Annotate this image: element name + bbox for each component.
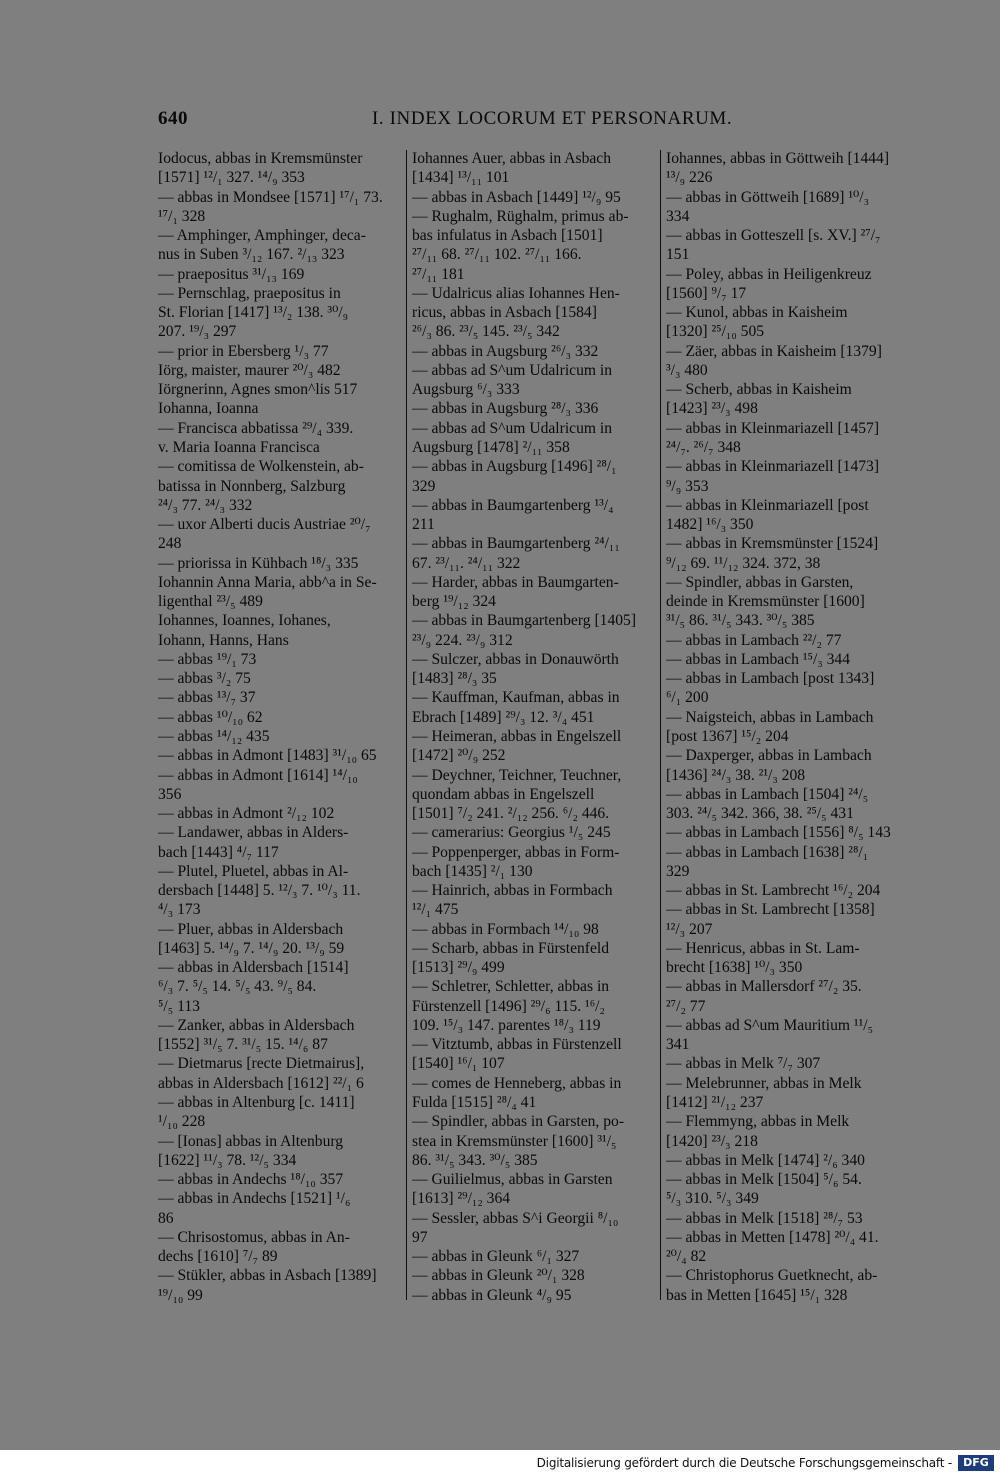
index-line: ⁶/₃ 7. ⁵/₅ 14. ⁵/₅ 43. ⁹/₅ 84. [158,978,317,996]
index-line: [1501] ⁷/₂ 241. ²/₁₂ 256. ⁶/₂ 446. [412,805,610,823]
index-line: ³¹/₅ 86. ³¹/₅ 343. ³⁰/₅ 385 [666,612,815,630]
index-line: abbas in Aldersbach [1612] ²²/₁ 6 [158,1074,364,1092]
index-line: — Henricus, abbas in St. Lam- [666,939,860,957]
index-line: brecht [1638] ¹⁰/₃ 350 [666,959,803,977]
index-line: — abbas in Augsburg [1496] ²⁸/₁ [412,458,617,476]
index-line: ⁹/₉ 353 [666,477,709,495]
index-line: [1320] ²⁵/₁₀ 505 [666,323,765,341]
dfg-logo: DFG [958,1455,994,1471]
index-line: ²⁷/₁₁ 181 [412,265,465,283]
index-line: Fürstenzell [1496] ²⁹/₆ 115. ¹⁶/₂ [412,997,605,1015]
index-line: — Poley, abbas in Heiligenkreuz [666,265,872,283]
index-line: — abbas ¹⁹/₁ 73 [158,650,257,668]
index-column-3 [666,149,912,1305]
index-line: — abbas in Baumgartenberg [1405] [412,612,637,630]
index-line: ²⁷/₁₁ 68. ²⁷/₁₁ 102. ²⁷/₁₁ 166. [412,246,582,264]
index-line: — prior in Ebersberg ¹/₃ 77 [158,342,329,360]
index-line: — praepositus ³¹/₁₃ 169 [158,265,305,283]
index-line: — abbas in Altenburg [c. 1411] [158,1094,355,1112]
index-line: — Kunol, abbas in Kaisheim [666,304,848,322]
index-line: — Amphinger, Amphinger, deca- [158,227,366,245]
index-line: ²⁶/₃ 86. ²³/₅ 145. ²³/₅ 342 [412,323,560,341]
index-line: — Scharb, abbas in Fürstenfeld [412,939,610,957]
index-line: — Harder, abbas in Baumgarten- [412,573,619,591]
index-line: — abbas in Göttweih [1689] ¹⁰/₃ [666,188,870,206]
index-line: — Heimeran, abbas in Engelszell [412,727,622,745]
index-line: — Udalricus alias Iohannes Hen- [412,284,620,302]
index-line: — Landawer, abbas in Alders- [158,824,349,842]
column-rule-2 [660,150,661,1300]
index-line: — abbas in Andechs ¹⁸/₁₀ 357 [158,1171,344,1189]
index-column-2 [412,149,658,1305]
index-line: 86. ³¹/₅ 343. ³⁰/₅ 385 [412,1151,538,1169]
index-line: bas infulatus in Asbach [1501] [412,227,603,245]
index-line: — camerarius: Georgius ¹/₅ 245 [412,824,611,842]
index-line: — Rughalm, Rüghalm, primus ab- [412,207,629,225]
index-line: v. Maria Ioanna Francisca [158,438,320,456]
index-line: ⁶/₁ 200 [666,689,709,707]
index-line: bach [1443] ⁴/₇ 117 [158,843,279,861]
index-line: — abbas in Admont [1614] ¹⁴/₁₀ [158,766,358,784]
index-line: — comes de Henneberg, abbas in [412,1074,622,1092]
index-line: [1622] ¹¹/₃ 78. ¹²/₅ 334 [158,1151,297,1169]
index-line: ²⁴/₇. ²⁶/₇ 348 [666,438,741,456]
index-line: — abbas ¹⁰/₁₀ 62 [158,708,263,726]
index-line: — abbas ad S^um Udalricum in [412,361,613,379]
index-line: Iohannes, abbas in Göttweih [1444] [666,150,890,167]
index-line: — abbas in Aldersbach [1514] [158,959,349,977]
index-line: Iörgnerinn, Agnes smon^lis 517 [158,381,358,399]
index-line: 356 [158,785,182,803]
index-line: — abbas in Melk ⁷/₇ 307 [666,1055,821,1073]
index-line: — abbas in Lambach [post 1343] [666,670,875,688]
index-line: — Flemmyng, abbas in Melk [666,1113,850,1131]
index-line: — abbas in Gleunk ⁴/₉ 95 [412,1286,572,1304]
index-line: — abbas in Augsburg ²⁸/₃ 336 [412,400,599,418]
index-line: [1436] ²⁴/₃ 38. ²¹/₃ 208 [666,766,806,784]
index-line: — Guilielmus, abbas in Garsten [412,1171,613,1189]
index-line: — abbas in Melk [1474] ²/₆ 340 [666,1151,865,1169]
index-line: Augsburg [1478] ²/₁₁ 358 [412,438,570,456]
index-line: — abbas in Metten [1478] ²⁰/₄ 41. [666,1228,879,1246]
index-line: batissa in Nonnberg, Salzburg [158,477,346,495]
index-line: ²³/₉ 224. ²³/₉ 312 [412,631,513,649]
index-line: [1513] ²⁹/₉ 499 [412,959,505,977]
index-line: [1613] ²⁹/₁₂ 364 [412,1190,511,1208]
index-line: — abbas in Formbach ¹⁴/₁₀ 98 [412,920,599,938]
index-line: — Zäer, abbas in Kaisheim [1379] [666,342,882,360]
index-line: — Chrisostomus, abbas in An- [158,1228,350,1246]
index-line: — Melebrunner, abbas in Melk [666,1074,862,1092]
index-line: — abbas in Kleinmariazell [post [666,496,869,514]
footer-credit: Digitalisierung gefördert durch die Deutsche Forschungsgemeinschaft - [536,1456,952,1470]
index-line: [1560] ⁹/₇ 17 [666,284,747,302]
index-line: — Hainrich, abbas in Formbach [412,882,613,900]
index-line: 341 [666,1036,690,1054]
index-line: — Christophorus Guetknecht, ab- [666,1267,878,1285]
running-title: I. INDEX LOCORUM ET PERSONARUM. [372,108,733,129]
column-rule-1 [406,150,407,1300]
index-line: St. Florian [1417] ¹³/₂ 138. ³⁰/₉ [158,304,349,322]
index-line: — abbas ¹³/₇ 37 [158,689,256,707]
index-line: — Daxperger, abbas in Lambach [666,747,872,765]
index-line: — Spindler, abbas in Garsten, [666,573,854,591]
index-line: ⁵/₅ 113 [158,997,200,1015]
index-line: — Zanker, abbas in Aldersbach [158,1016,355,1034]
index-line: — abbas in Melk [1504] ⁵/₆ 54. [666,1171,862,1189]
index-line: ⁹/₁₂ 69. ¹¹/₁₂ 324. 372, 38 [666,554,821,572]
index-line: ricus, abbas in Asbach [1584] [412,304,597,322]
index-line: — abbas in Augsburg ²⁶/₃ 332 [412,342,599,360]
index-line: ²⁷/₂ 77 [666,997,706,1015]
index-line: — Pernschlag, praepositus in [158,284,341,302]
index-line: — Kauffman, Kaufman, abbas in [412,689,620,707]
index-line: — abbas in St. Lambrecht [1358] [666,901,875,919]
index-line: — abbas in Kremsmünster [1524] [666,535,879,553]
index-line: Iodocus, abbas in Kremsmünster [158,150,363,167]
index-line: — Naigsteich, abbas in Lambach [666,708,874,726]
index-line: — abbas in St. Lambrecht ¹⁶/₂ 204 [666,882,881,900]
index-line: ligenthal ²³/₅ 489 [158,593,263,611]
index-line: — abbas in Gleunk ⁶/₁ 327 [412,1248,580,1266]
index-line: — abbas in Gleunk ²⁰/₁ 328 [412,1267,585,1285]
index-line: — abbas ad S^um Mauritium ¹¹/₅ [666,1016,874,1034]
index-line: — abbas ¹⁴/₁₂ 435 [158,727,270,745]
index-line: ¹³/₉ 226 [666,169,713,187]
index-line: — abbas ³/₂ 75 [158,670,251,688]
index-line: [1472] ²⁰/₉ 252 [412,747,506,765]
index-line: berg ¹⁹/₁₂ 324 [412,593,496,611]
index-line: — Scherb, abbas in Kaisheim [666,381,852,399]
index-line: deinde in Kremsmünster [1600] [666,593,865,611]
index-line: — abbas in Admont [1483] ³¹/₁₀ 65 [158,747,377,765]
index-line: ⁵/₃ 310. ⁵/₃ 349 [666,1190,759,1208]
index-line: Iohannes Auer, abbas in Asbach [412,150,612,167]
index-line: — abbas in Kleinmariazell [1473] [666,458,880,476]
index-line: ³/₃ 480 [666,361,708,379]
index-line: ²⁴/₃ 77. ²⁴/₃ 332 [158,496,253,514]
index-line: — Francisca abbatissa ²⁹/₄ 339. [158,419,354,437]
index-line: ¹²/₃ 207 [666,920,713,938]
index-line: 67. ²³/₁₁. ²⁴/₁₁ 322 [412,554,521,572]
index-line: — abbas ad S^um Udalricum in [412,419,613,437]
index-line: [1420] ²³/₃ 218 [666,1132,758,1150]
index-line: ⁴/₃ 173 [158,901,201,919]
index-line: ¹⁷/₁ 328 [158,207,206,225]
index-line: Iohannin Anna Maria, abb^a in Se- [158,573,377,591]
index-line: [post 1367] ¹⁵/₂ 204 [666,727,789,745]
index-line: — Sulczer, abbas in Donauwörth [412,650,619,668]
index-line: — priorissa in Kühbach ¹⁸/₃ 335 [158,554,359,572]
index-line: 207. ¹⁹/₃ 297 [158,323,237,341]
index-line: 303. ²⁴/₅ 342. 366, 38. ²⁵/₅ 431 [666,805,854,823]
index-column-1 [158,149,404,1305]
index-line: Ebrach [1489] ²⁹/₃ 12. ³/₄ 451 [412,708,595,726]
index-line: — Deychner, Teichner, Teuchner, [412,766,622,784]
index-line: [1552] ³¹/₅ 7. ³¹/₅ 15. ¹⁴/₆ 87 [158,1036,328,1054]
index-line: — abbas in Baumgartenberg ¹³/₄ [412,496,614,514]
index-line: 97 [412,1228,428,1246]
index-line: ²⁰/₄ 82 [666,1248,707,1266]
index-line: [1423] ²³/₃ 498 [666,400,758,418]
index-line: Iohann, Hanns, Hans [158,631,289,649]
index-line: — abbas in Admont ²/₁₂ 102 [158,805,335,823]
index-line: bach [1435] ²/₁ 130 [412,862,533,880]
index-line: — Spindler, abbas in Garsten, po- [412,1113,625,1131]
index-line: — Vitztumb, abbas in Fürstenzell [412,1036,622,1054]
index-line: — uxor Alberti ducis Austriae ²⁰/₇ [158,516,371,534]
index-line: stea in Kremsmünster [1600] ³¹/₅ [412,1132,617,1150]
index-line: [1483] ²⁸/₃ 35 [412,670,497,688]
index-line: — Dietmarus [recte Dietmairus], [158,1055,365,1073]
index-line: 334 [666,207,690,225]
index-line: dersbach [1448] 5. ¹²/₃ 7. ¹⁰/₃ 11. [158,882,361,900]
index-line: Fulda [1515] ²⁸/₄ 41 [412,1094,537,1112]
index-line: — abbas in Lambach [1638] ²⁸/₁ [666,843,869,861]
digitization-footer [0,1450,1000,1478]
index-line: — abbas in Andechs [1521] ¹/₆ [158,1190,351,1208]
index-line: 211 [412,516,435,534]
index-line: — abbas in Asbach [1449] ¹²/₉ 95 [412,188,621,206]
index-line: dechs [1610] ⁷/₇ 89 [158,1248,278,1266]
index-line: — abbas in Gotteszell [s. XV.] ²⁷/₇ [666,227,881,245]
index-line: [1540] ¹⁶/₁ 107 [412,1055,505,1073]
index-line: [1571] ¹²/₁ 327. ¹⁴/₉ 353 [158,169,305,187]
index-line: — [Ionas] abbas in Altenburg [158,1132,344,1150]
index-line: — abbas in Mallersdorf ²⁷/₂ 35. [666,978,862,996]
index-line: — abbas in Lambach [1556] ⁸/₅ 143 [666,824,891,842]
index-line: — abbas in Lambach ¹⁵/₃ 344 [666,650,851,668]
index-line: 1482] ¹⁶/₃ 350 [666,516,754,534]
index-line: ¹²/₁ 475 [412,901,459,919]
index-line: Iohannes, Ioannes, Iohanes, [158,612,331,630]
index-line: Iörg, maister, maurer ²⁰/₃ 482 [158,361,341,379]
index-line: quondam abbas in Engelszell [412,785,595,803]
index-line: — abbas in Baumgartenberg ²⁴/₁₁ [412,535,620,553]
index-line: — abbas in Lambach [1504] ²⁴/₅ [666,785,869,803]
index-line: 248 [158,535,182,553]
index-line: Iohanna, Ioanna [158,400,259,418]
index-line: nus in Suben ³/₁₂ 167. ²/₁₃ 323 [158,246,345,264]
index-line: — Sessler, abbas S^i Georgii ⁸/₁₀ [412,1209,619,1227]
index-line: — Pluer, abbas in Aldersbach [158,920,344,938]
index-line: — Schletrer, Schletter, abbas in [412,978,610,996]
index-line: — Plutel, Pluetel, abbas in Al- [158,862,349,880]
index-line: 151 [666,246,690,264]
index-line: [1463] 5. ¹⁴/₉ 7. ¹⁴/₉ 20. ¹³/₉ 59 [158,939,345,957]
page-number: 640 [158,108,188,129]
index-line: 109. ¹⁵/₃ 147. parentes ¹⁸/₃ 119 [412,1016,601,1034]
index-line: 329 [666,862,690,880]
index-line: — comitissa de Wolkenstein, ab- [158,458,364,476]
index-line: Augsburg ⁶/₃ 333 [412,381,520,399]
index-line: 329 [412,477,436,495]
index-line: — abbas in Melk [1518] ²⁸/₇ 53 [666,1209,863,1227]
index-line: bas in Metten [1645] ¹⁵/₁ 328 [666,1286,848,1304]
index-line: — Stükler, abbas in Asbach [1389] [158,1267,377,1285]
index-line: ¹⁹/₁₀ 99 [158,1286,203,1304]
index-line: [1412] ²¹/₁₂ 237 [666,1094,764,1112]
index-line: ¹/₁₀ 228 [158,1113,206,1131]
index-line: — abbas in Lambach ²²/₂ 77 [666,631,842,649]
index-line: [1434] ¹³/₁₁ 101 [412,169,510,187]
index-line: 86 [158,1209,174,1227]
index-line: — Poppenperger, abbas in Form- [412,843,620,861]
index-line: — abbas in Kleinmariazell [1457] [666,419,880,437]
index-line: — abbas in Mondsee [1571] ¹⁷/₁ 73. [158,188,383,206]
